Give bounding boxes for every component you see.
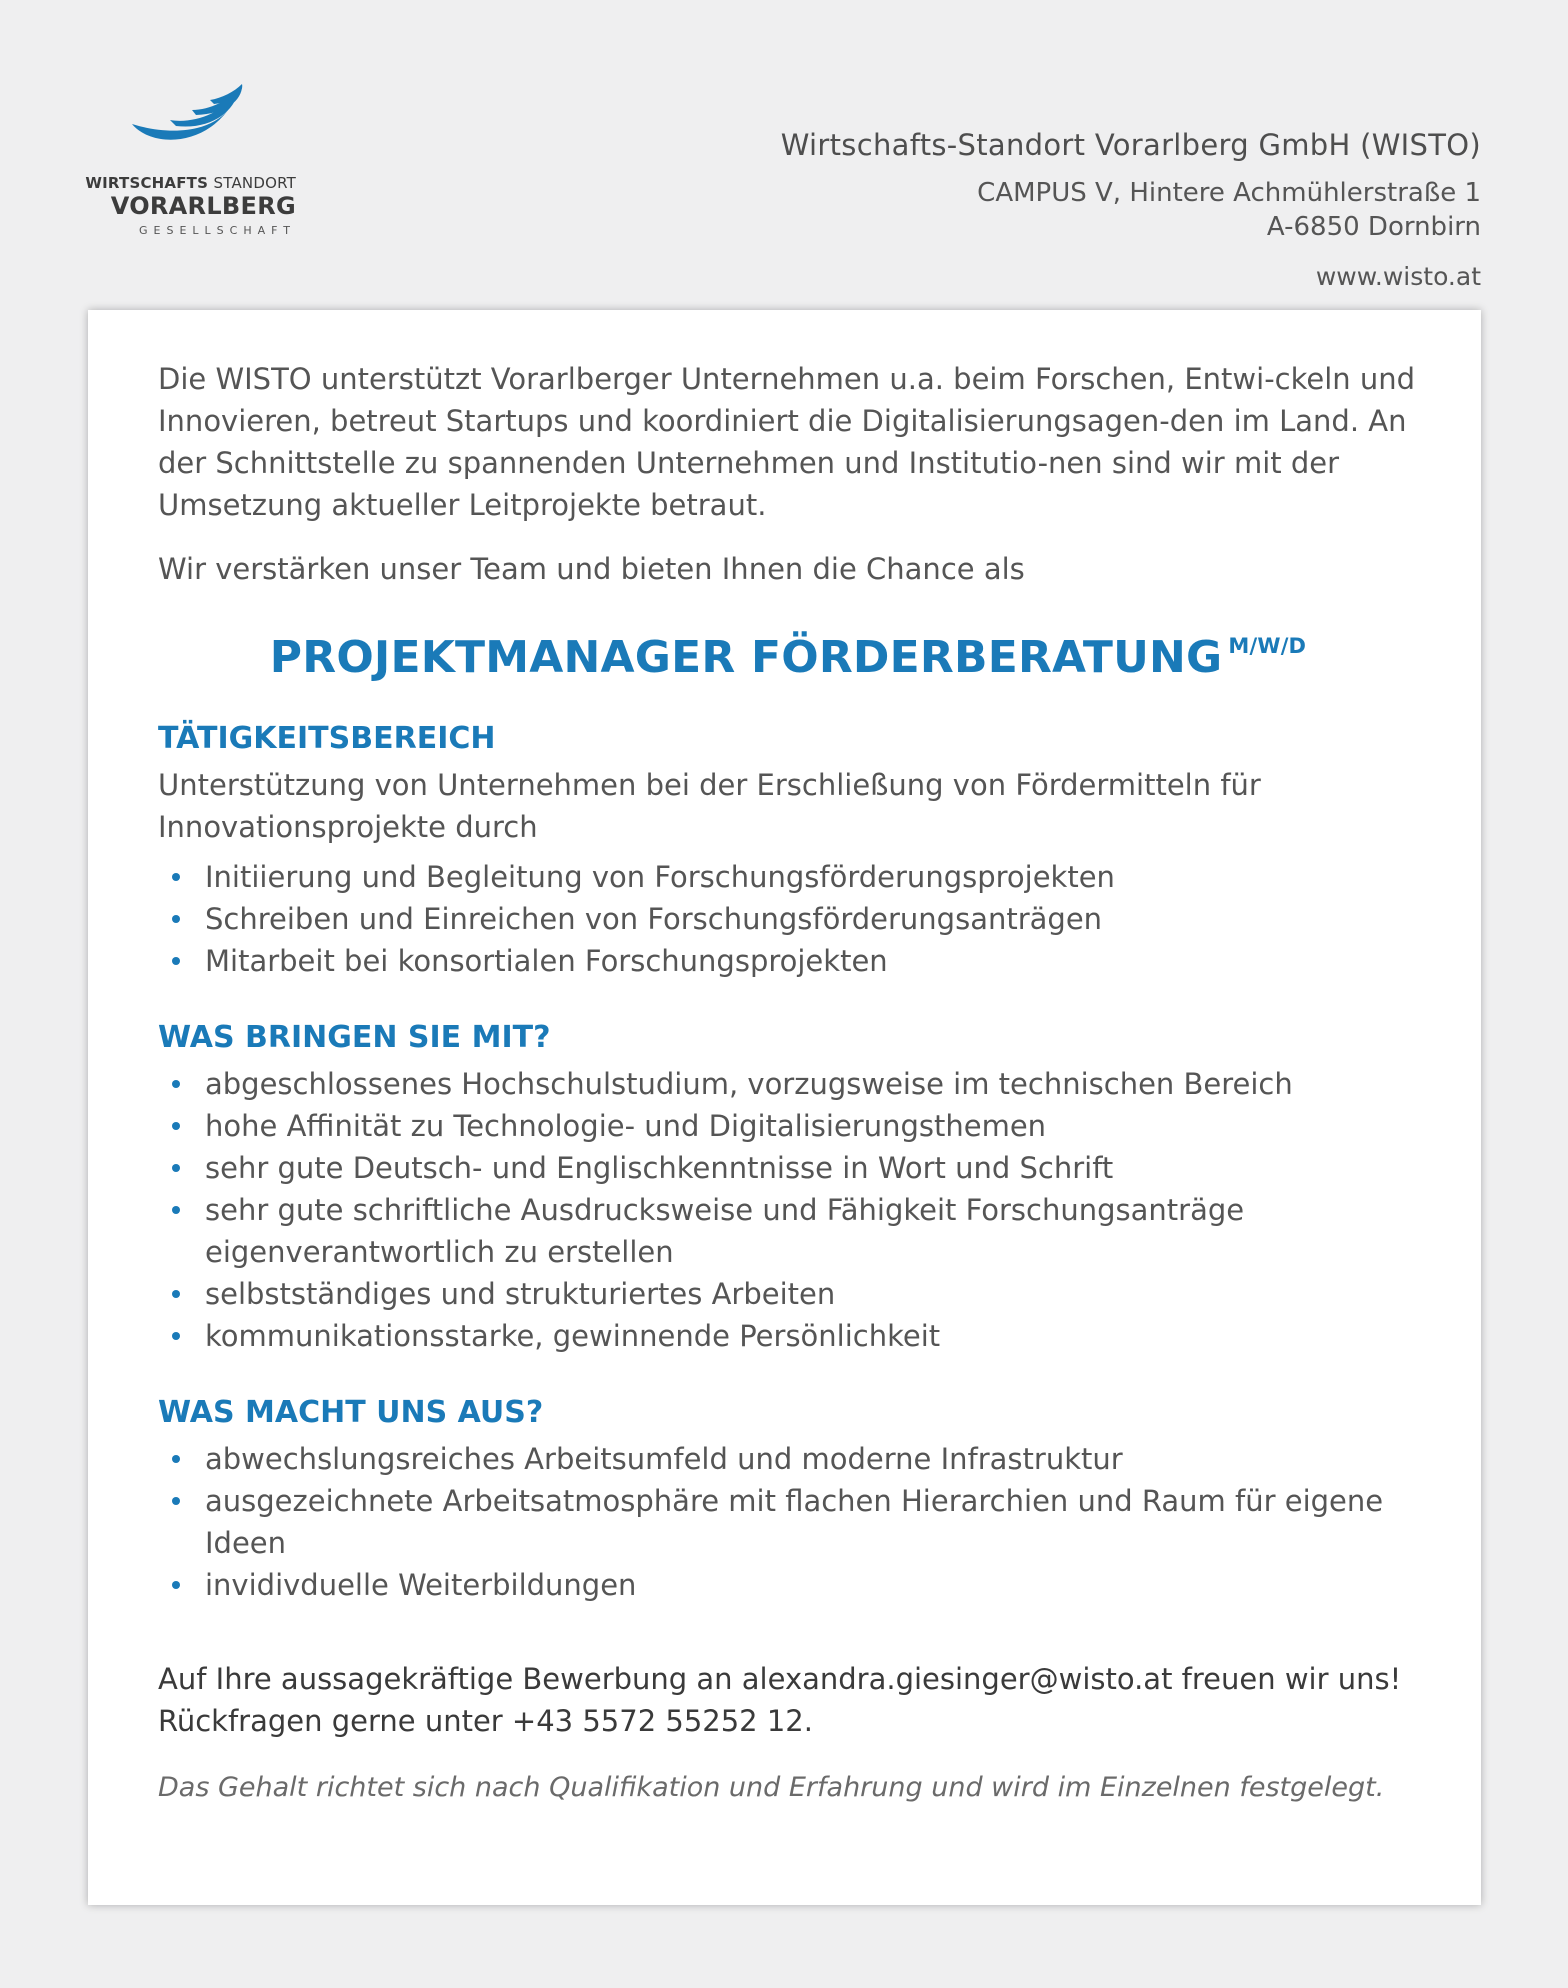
logo-text-line2: VORARLBERG: [110, 192, 296, 220]
page-header: [0, 0, 1568, 300]
list-item: Mitarbeit bei konsortialen Forschungsprojekten: [158, 940, 1418, 982]
company-name: Wirtschafts-Standort Vorarlberg GmbH (WISTO): [780, 128, 1481, 162]
address-street: CAMPUS V, Hintere Achmühlerstraße 1: [977, 178, 1481, 208]
list-item: kommunikationsstarke, gewinnende Persönlichkeit: [158, 1315, 1418, 1357]
bullet-icon: [172, 1290, 180, 1298]
bullet-icon: [172, 915, 180, 923]
list-requirements: [158, 1063, 1418, 1357]
list-item: abgeschlossenes Hochschulstudium, vorzugsweise im technischen Bereich: [158, 1063, 1418, 1105]
list-item: Schreiben und Einreichen von Forschungsförderungsanträgen: [158, 898, 1418, 940]
job-title: [158, 632, 1418, 683]
bullet-icon: [172, 1164, 180, 1172]
list-item: sehr gute Deutsch- und Englischkenntnisse in Wort und Schrift: [158, 1147, 1418, 1189]
bullet-icon: [172, 1080, 180, 1088]
website-link[interactable]: www.wisto.at: [1315, 262, 1481, 291]
section-heading-requirements: WAS BRINGEN SIE MIT?: [158, 1020, 551, 1055]
list-item: invidivduelle Weiterbildungen: [158, 1564, 1418, 1606]
list-taetigkeitsbereich: [158, 856, 1418, 982]
intro-paragraph: Die WISTO unterstützt Vorarlberger Unternehmen u.a. beim Forschen, Entwi-ckeln und Innovieren, betreut Startups und koordiniert die Digitalisierungsagen-den im Land. An der Schnittstelle zu spannenden Unternehmen und Institutio-nen sind wir mit der Umsetzung aktueller Leitprojekte betraut.: [158, 362, 1416, 522]
bullet-icon: [172, 873, 180, 881]
job-title-text: PROJEKTMANAGER FÖRDERBERATUNG: [269, 632, 1223, 683]
logo-text-line1: WIRTSCHAFTS STANDORT: [85, 174, 296, 192]
list-item: ausgezeichnete Arbeitsatmosphäre mit flachen Hierarchien und Raum für eigene Ideen: [158, 1480, 1418, 1564]
logo-swoosh-icon: [130, 84, 250, 166]
company-info: [781, 128, 1481, 291]
list-benefits: [158, 1438, 1418, 1606]
bullet-icon: [172, 957, 180, 965]
wisto-logo: [82, 84, 302, 244]
bullet-icon: [172, 1332, 180, 1340]
list-item: sehr gute schriftliche Ausdrucksweise und Fähigkeit Forschungsanträge eigenverantwortlich zu erstellen: [158, 1189, 1418, 1273]
section-heading-taetigkeitsbereich: TÄTIGKEITSBEREICH: [158, 721, 496, 756]
bullet-icon: [172, 1206, 180, 1214]
bullet-icon: [172, 1581, 180, 1589]
job-posting-card: [88, 310, 1481, 1905]
list-item: selbstständiges und strukturiertes Arbeiten: [158, 1273, 1418, 1315]
list-item: Initiierung und Begleitung von Forschungsförderungsprojekten: [158, 856, 1418, 898]
bullet-icon: [172, 1497, 180, 1505]
address-city: A-6850 Dornbirn: [1266, 212, 1481, 242]
section-heading-benefits: WAS MACHT UNS AUS?: [158, 1395, 544, 1430]
bullet-icon: [172, 1122, 180, 1130]
job-posting-content: [158, 358, 1418, 1808]
salary-note: Das Gehalt richtet sich nach Qualifikation und Erfahrung und wird im Einzelnen festgelegt.: [158, 1772, 1385, 1803]
list-item: hohe Affinität zu Technologie- und Digitalisierungsthemen: [158, 1105, 1418, 1147]
logo-text-line3: GESELLSCHAFT: [139, 224, 296, 237]
job-title-gender: M/W/D: [1228, 634, 1307, 658]
section-text-taetigkeitsbereich: Unterstützung von Unternehmen bei der Erschließung von Fördermitteln für Innovationsprojekte durch: [158, 768, 1261, 844]
intro-chance: Wir verstärken unser Team und bieten Ihnen die Chance als: [158, 552, 1025, 586]
bullet-icon: [172, 1455, 180, 1463]
list-item: abwechslungsreiches Arbeitsumfeld und moderne Infrastruktur: [158, 1438, 1418, 1480]
application-contact: Auf Ihre aussagekräftige Bewerbung an alexandra.giesinger@wisto.at freuen wir uns! Rückfragen gerne unter +43 5572 55252 12.: [158, 1662, 1402, 1738]
